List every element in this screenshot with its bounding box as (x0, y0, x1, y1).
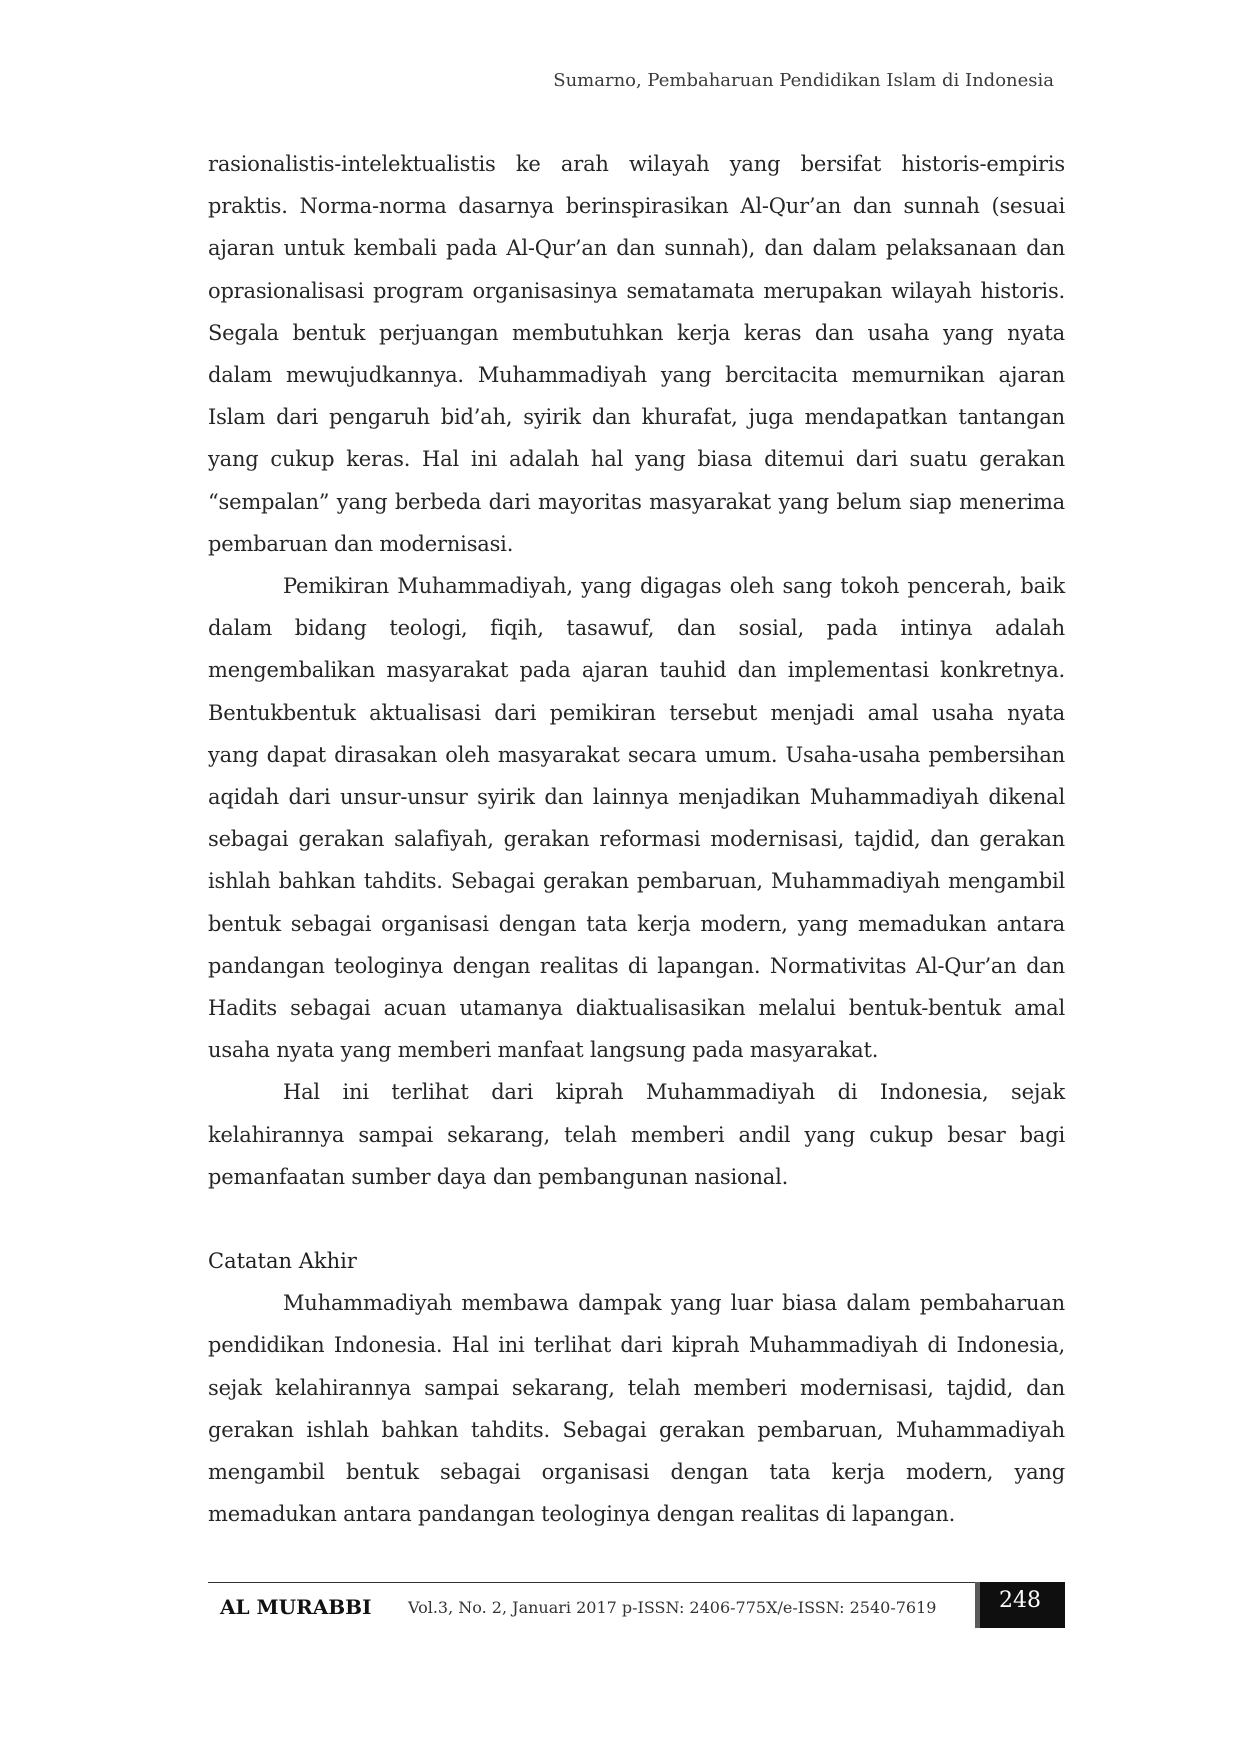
page-number-badge (975, 1582, 1065, 1628)
main-text (208, 143, 1065, 1536)
body-paragraph: Pemikiran Muhammadiyah, yang digagas oleh sang tokoh pencerah, baik dalam bidang teologi, fiqih, tasawuf, dan sosial, pada intinya adalah mengembalikan masyarakat pada ajaran tauhid dan implementasi konkretnya. Bentukbentuk aktualisasi dari pemikiran tersebut menjadi amal usaha nyata yang dapat dirasakan oleh masyarakat secara umum. Usaha-usaha pembersihan aqidah dari unsur-unsur syirik dan lainnya menjadikan Muhammadiyah dikenal sebagai gerakan salafiyah, gerakan reformasi modernisasi, tajdid, dan gerakan ishlah bahkan tahdits. Sebagai gerakan pembaruan, Muhammadiyah mengambil bentuk sebagai organisasi dengan tata kerja modern, yang memadukan antara pandangan teologinya dengan realitas di lapangan. Normativitas Al-Qur’an dan Hadits sebagai acuan utamanya diaktualisasikan melalui bentuk-bentuk amal usaha nyata yang memberi manfaat langsung pada masyarakat. (208, 574, 1065, 1063)
body-paragraph: Hal ini terlihat dari kiprah Muhammadiyah di Indonesia, sejak kelahirannya sampai sekarang, telah memberi andil yang cukup besar bagi pemanfaatan sumber daya dan pembangunan nasional. (208, 1080, 1065, 1189)
body-paragraph: rasionalistis-intelektualistis ke arah wilayah yang bersifat historis-empiris praktis. Norma-norma dasarnya berinspirasikan Al-Qur’an dan sunnah (sesuai ajaran untuk kembali pada Al-Qur’an dan sunnah), dan dalam pelaksanaan dan oprasionalisasi program organisasinya sematamata merupakan wilayah historis. Segala bentuk perjuangan membutuhkan kerja keras dan usaha yang nyata dalam mewujudkannya. Muhammadiyah yang bercitacita memurnikan ajaran Islam dari pengaruh bid’ah, syirik dan khurafat, juga mendapatkan tantangan yang cukup keras. Hal ini adalah hal yang biasa ditemui dari suatu gerakan “sempalan” yang berbeda dari mayoritas masyarakat yang belum siap menerima pembaruan dan modernisasi. (208, 152, 1065, 556)
running-header: Sumarno, Pembaharuan Pendidikan Islam di Indonesia (553, 70, 1054, 91)
closing-paragraph: Muhammadiyah membawa dampak yang luar biasa dalam pembaharuan pendidikan Indonesia. Hal ini terlihat dari kiprah Muhammadiyah di Indonesia, sejak kelahirannya sampai sekarang, telah memberi modernisasi, tajdid, dan gerakan ishlah bahkan tahdits. Sebagai gerakan pembaruan, Muhammadiyah mengambil bentuk sebagai organisasi dengan tata kerja modern, yang memadukan antara pandangan teologinya dengan realitas di lapangan. (208, 1291, 1065, 1527)
journal-name: AL MURABBI (220, 1595, 372, 1619)
page-footer (208, 1582, 1065, 1628)
section-heading: Catatan Akhir (208, 1249, 357, 1274)
footer-divider (208, 1582, 975, 1583)
page-number: 248 (999, 1588, 1041, 1613)
journal-issue-info: Vol.3, No. 2, Januari 2017 p-ISSN: 2406-775X/e-ISSN: 2540-7619 (408, 1598, 937, 1617)
